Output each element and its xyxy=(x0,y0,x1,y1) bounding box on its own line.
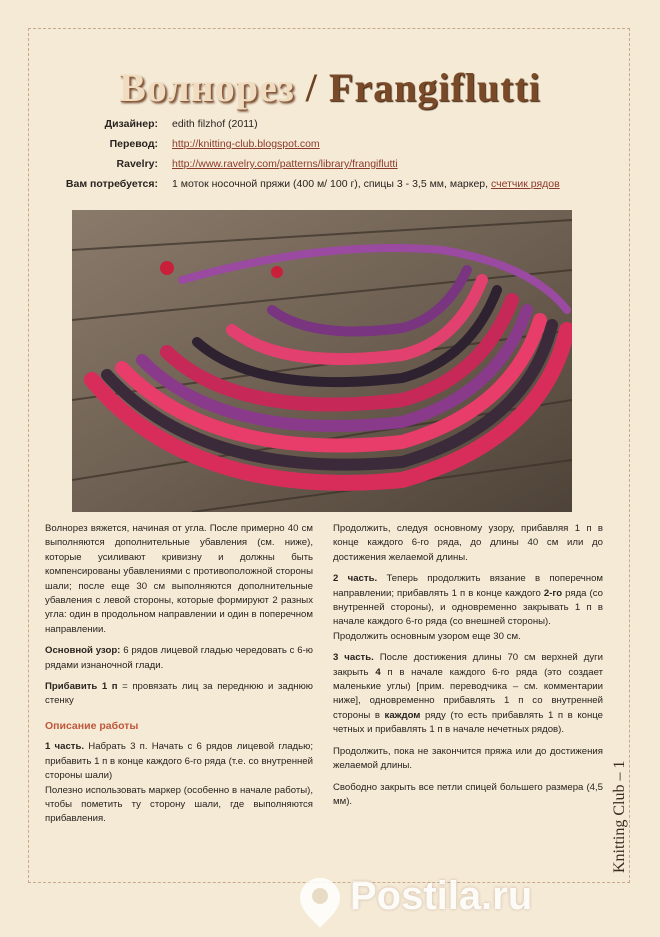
info-ravelry xyxy=(0,158,660,178)
info-value xyxy=(172,178,560,190)
section-heading: Описание работы xyxy=(45,719,139,732)
info-label: Вам потребуется: xyxy=(65,178,158,190)
part3-emphasis: 4 xyxy=(375,666,381,678)
watermark xyxy=(290,872,620,932)
pattern-label: Основной узор: xyxy=(45,645,121,657)
marker-tip: Полезно использовать маркер (особенно в начале работы), чтобы пометить ту сторону шали, где выполняются прибавления. xyxy=(45,784,313,825)
part2-emphasis: 2-го xyxy=(543,587,563,599)
part1-label: 1 часть. xyxy=(45,741,85,753)
info-materials xyxy=(0,178,660,198)
intro-paragraph: Волнорез вяжется, начиная от угла. После примерно 40 см выполняются дополнительные убавления (см. ниже), которые усиливают кривизну и должны быть компенсированы убавлениями с противоположной стороны шали; после еще 30 см выполняются дополнительные убавления с левой стороны, которые формируют 2 разных угла: один в продольном направлении и один в поперечном направлении. xyxy=(45,523,313,635)
pattern-paragraph xyxy=(45,644,313,673)
info-value: edith filzhof (2011) xyxy=(172,118,258,130)
continue-paragraph: Продолжить, следуя основному узору, прибавляя 1 п в конце каждого 6-го ряда, до длины 40 см или до достижения желаемой длины. xyxy=(333,523,603,563)
translation-link[interactable]: http://knitting-club.blogspot.com xyxy=(172,138,320,150)
part2-label: 2 часть. xyxy=(333,573,378,585)
part2-continue: Продолжить основным узором еще 30 см. xyxy=(333,630,521,642)
page-title xyxy=(0,64,660,111)
part1-paragraph xyxy=(45,740,313,826)
info-label: Дизайнер: xyxy=(104,118,158,130)
increase-paragraph xyxy=(45,680,313,709)
part3-text-end: ряду (то есть прибавлять 1 п в конце четных и прибавлять 1 п в начале нечетных рядов). xyxy=(333,709,604,736)
part1-text: Набрать 3 п. Начать с 6 рядов лицевой гладью; прибавить 1 п в конце каждого 6-го ряда (т.е. со внутренней стороны шали) xyxy=(45,741,313,782)
part2-paragraph xyxy=(333,572,603,644)
info-label: Перевод: xyxy=(109,138,158,150)
title-ru: Волнорез xyxy=(119,65,295,110)
part3-label: 3 часть. xyxy=(333,652,374,664)
info-designer xyxy=(0,118,660,138)
watermark-text: Postila.ru xyxy=(350,874,533,918)
pin-icon xyxy=(290,872,350,932)
side-label: Knitting Club – 1 xyxy=(611,760,628,873)
increase-text: = провязать лиц за переднюю и заднюю стенку xyxy=(45,681,313,707)
finish-paragraph: Продолжить, пока не закончится пряжа или до достижения желаемой длины. xyxy=(333,745,603,772)
part3-emphasis-each: каждом xyxy=(384,709,421,721)
increase-label: Прибавить 1 п xyxy=(45,681,118,693)
row-counter-link[interactable]: счетчик рядов xyxy=(490,178,560,190)
ravelry-link[interactable]: http://www.ravelry.com/patterns/library/frangiflutti xyxy=(172,158,398,170)
materials-text: 1 моток носочной пряжи (400 м/ 100 г), спицы 3 - 3,5 мм, маркер, xyxy=(172,178,489,190)
shawl-photo xyxy=(72,210,572,512)
title-separator: / xyxy=(305,65,318,110)
part2-text-cont: ряда (со внутренней стороны), и одновременно закрывать 1 п в начале каждого 6-го ряда (со внешней стороны). xyxy=(333,587,603,628)
part3-text-cont: п в начале каждого 6-го ряда (это создает маленькие углы) [прим. переводчика – см. комментарии ниже], одновременно прибавлять 1 п со внутренней стороны в xyxy=(333,666,603,721)
info-translation xyxy=(0,138,660,158)
pattern-text: 6 рядов лицевой гладью чередовать с 6-ю рядами изнаночной глади. xyxy=(45,645,313,671)
part2-text: Теперь продолжить вязание в поперечном направлении; прибавлять 1 п в конце каждого xyxy=(333,573,603,599)
title-en: Frangiflutti xyxy=(328,65,541,110)
part3-text: После достижения длины 70 см верхней дуги закрыть xyxy=(333,652,604,678)
part3-paragraph xyxy=(333,651,603,737)
column-right xyxy=(333,522,603,816)
column-left xyxy=(45,522,313,834)
pattern-info xyxy=(0,118,660,198)
info-label: Ravelry: xyxy=(116,158,158,170)
bindoff-paragraph: Свободно закрыть все петли спицей большего размера (4,5 мм). xyxy=(333,781,603,807)
